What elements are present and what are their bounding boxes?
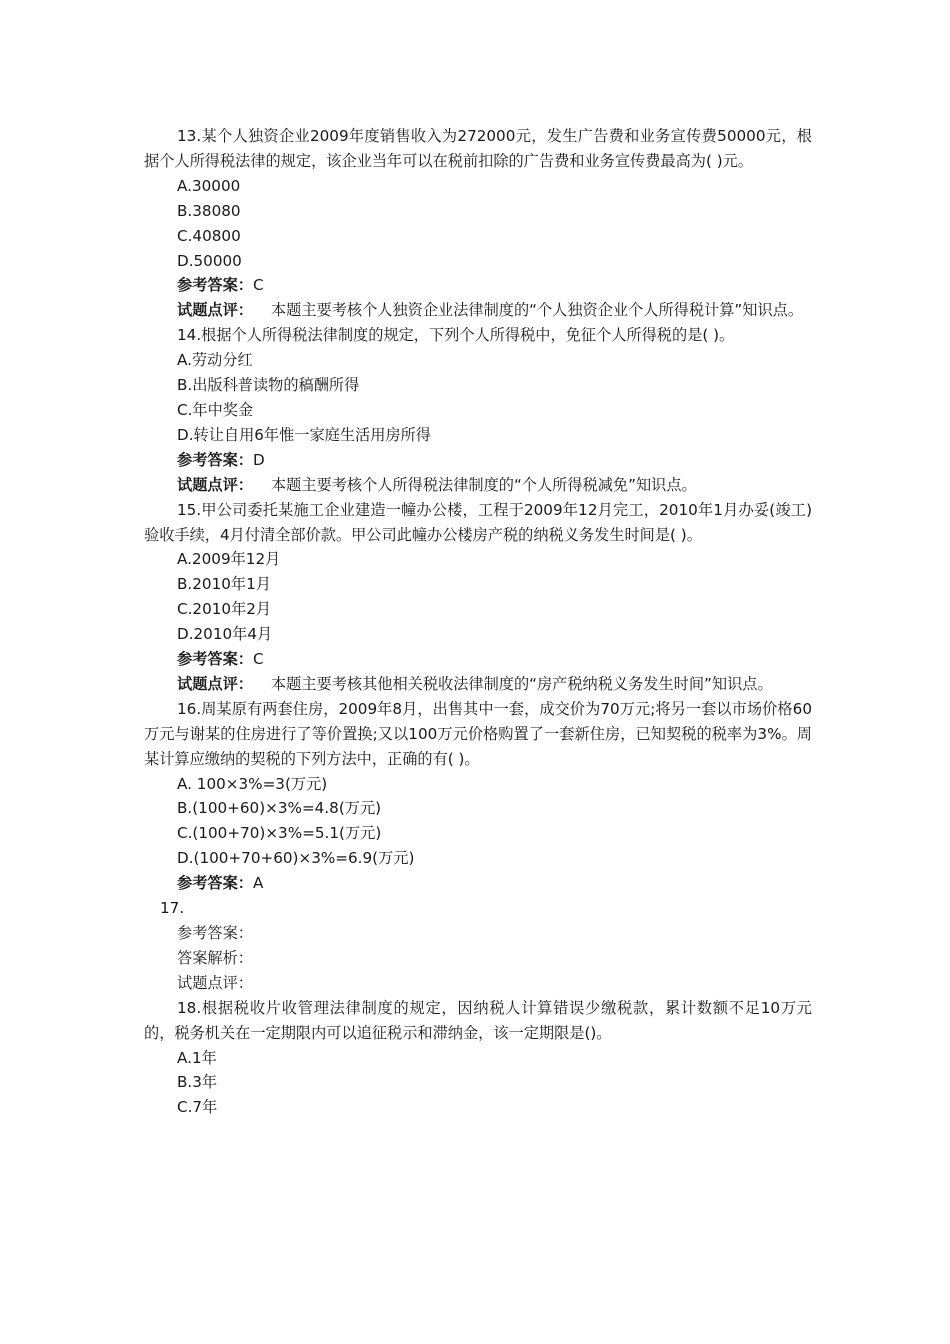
comment-label: 试题点评： [177,301,253,320]
question-15-option-b: B.2010年1月 [177,575,271,594]
question-16-option-c: C.(100+70)×3%=5.1(万元) [177,824,382,843]
comment-text: 本题主要考核其他相关税收法律制度的“房产税纳税义务发生时间”知识点。 [270,674,773,693]
comment-text: 本题主要考核个人独资企业法律制度的“个人独资企业个人所得税计算”知识点。 [270,301,804,320]
question-18-option-a: A.1年 [177,1048,217,1067]
answer-value: C [252,650,264,669]
question-15-comment [144,672,812,697]
question-15-option-c: C.2010年2月 [177,600,272,619]
question-14-option-a: A.劳动分红 [177,351,253,370]
answer-value: C [252,276,264,295]
question-13-answer [144,273,812,298]
question-14-answer [144,448,812,473]
question-14-option-b: B.出版科普读物的稿酬所得 [177,376,360,395]
question-15-option-a: A.2009年12月 [177,550,281,569]
question-13-comment [144,298,812,323]
question-16-option-b: B.(100+60)×3%=4.8(万元) [177,799,382,818]
comment-label: 试题点评： [177,674,253,693]
document-body [144,124,812,1120]
question-13-option-b: B.38080 [177,201,241,220]
answer-value: D [252,450,265,469]
question-16-stem: 16.周某原有两套住房，2009年8月，出售其中一套，成交价为70万元;将另一套以市场价格60万元与谢某的住房进行了等价置换;又以100万元价格购置了一套新住房，已知契税的税率为3%。周某计算应缴纳的契税的下列方法中，正确的有( )。 [144,699,812,768]
question-13-stem: 13.某个人独资企业2009年度销售收入为272000元，发生广告费和业务宣传费50000元，根据个人所得税法律的规定，该企业当年可以在税前扣除的广告费和业务宣传费最高为( )元。 [144,127,812,170]
question-14-option-c: C.年中奖金 [177,400,254,419]
comment-text: 本题主要考核个人所得税法律制度的“个人所得税减免”知识点。 [270,475,697,494]
question-17-analysis-label: 答案解析： [177,948,253,967]
question-13-option-a: A.30000 [177,176,241,195]
answer-label: 参考答案： [177,650,253,669]
question-15-answer [144,647,812,672]
question-15-option-d: D.2010年4月 [177,625,273,644]
question-17-answer-label: 参考答案： [177,924,253,942]
question-15-stem: 15.甲公司委托某施工企业建造一幢办公楼，工程于2009年12月完工，2010年1月办妥(竣工)验收手续，4月付清全部价款。甲公司此幢办公楼房产税的纳税义务发生时间是( )。 [144,500,812,544]
question-16-option-d: D.(100+70+60)×3%=6.9(万元) [177,849,415,868]
comment-label: 试题点评： [177,475,253,494]
question-17-number: 17. [160,899,185,918]
question-13-option-c: C.40800 [177,226,241,245]
question-16-answer [144,871,812,896]
answer-value: A [252,874,264,893]
question-16-option-a: A. 100×3%=3(万元) [177,774,328,793]
question-17-comment-label: 试题点评： [177,973,253,992]
question-13-option-d: D.50000 [177,251,242,270]
question-14-stem: 14.根据个人所得税法律制度的规定，下列个人所得税中，免征个人所得税的是( )。 [177,326,735,345]
question-14-option-d: D.转让自用6年惟一家庭生活用房所得 [177,425,431,444]
answer-label: 参考答案： [177,276,253,295]
question-18-option-b: B.3年 [177,1073,218,1092]
question-18-stem: 18.根据税收片收管理法律制度的规定，因纳税人计算错误少缴税款，累计数额不足10万元的，税务机关在一定期限内可以追征税示和滞纳金，该一定期限是()。 [144,998,812,1042]
answer-label: 参考答案： [177,874,253,893]
question-18-option-c: C.7年 [177,1098,218,1117]
question-14-comment [144,473,812,498]
answer-label: 参考答案： [177,450,253,469]
